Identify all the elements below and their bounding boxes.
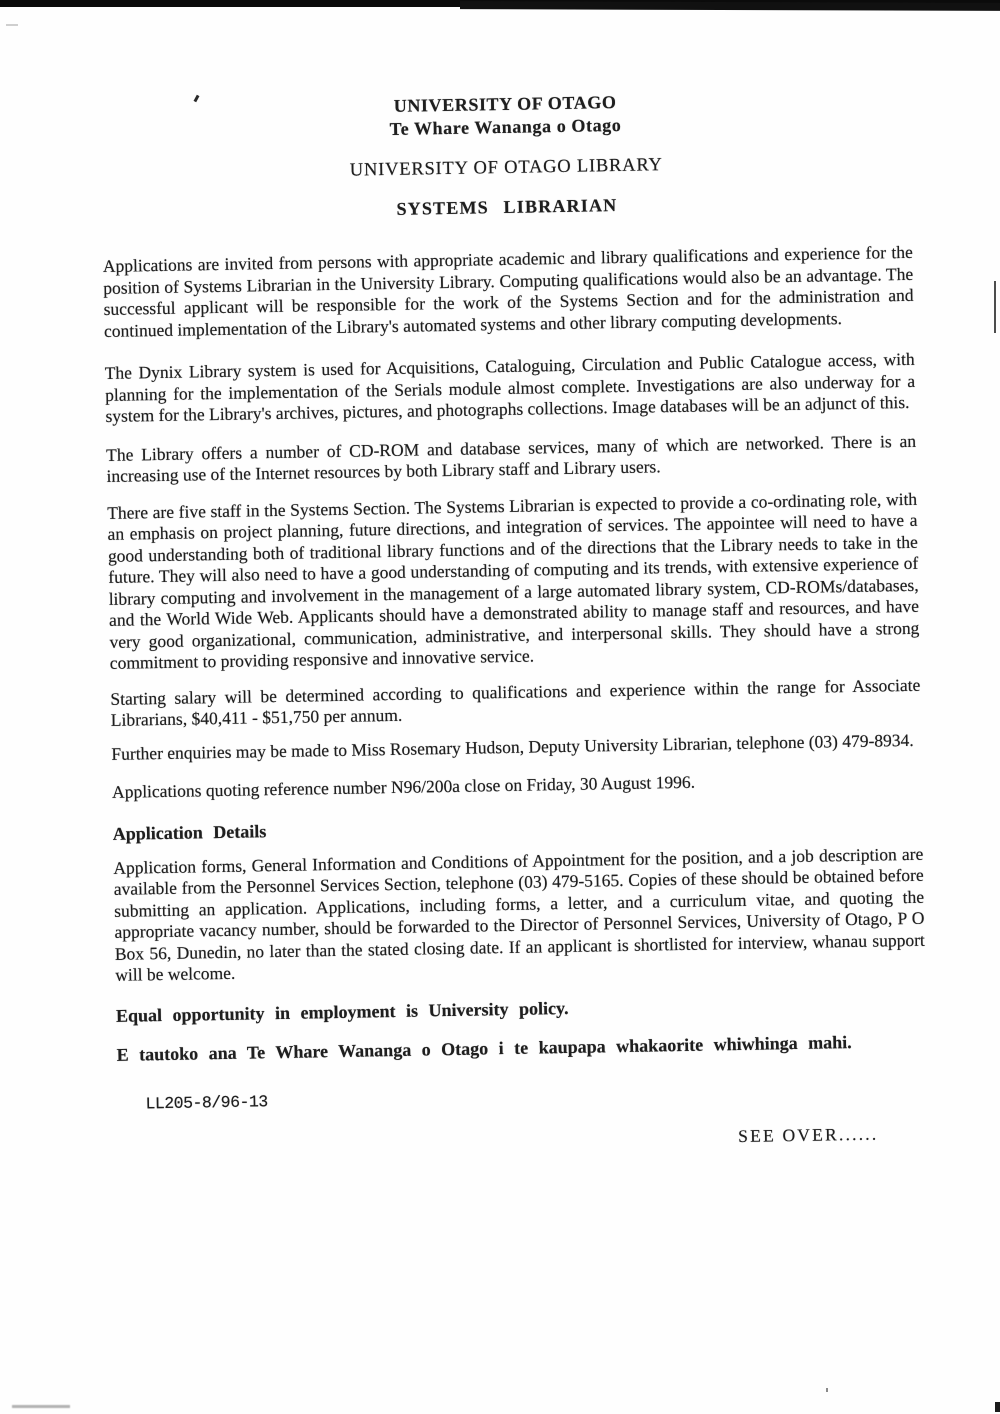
maori-statement: E tautoko ana Te Whare Wananga o Otago i te kaupapa whakaorite whiwhinga mahi. (116, 1031, 852, 1065)
scan-artifact-speck (826, 1388, 828, 1392)
dynix-system-paragraph: The Dynix Library system is used for Acquisitions, Cataloguing, Circulation and Public Catalogue access, with planning for the implementation of the Serials module almost complete. Investigations are also underway for a system for the Library's archives, pictures, and photographs collections. Image databases will be an adjunct of this. (104, 348, 916, 426)
position-title: SYSTEMS LIBRARIAN (396, 194, 618, 219)
salary-paragraph: Starting salary will be determined according to qualifications and experience within the range for Associate Librarians, $40,411 - $51,750 per annum. (110, 674, 921, 730)
staffing-paragraph: There are five staff in the Systems Section. The Systems Librarian is expected to provide a co-ordinating role, with an emphasis on project planning, future directions, and integration of services. The appointee will need to have a good understanding both of traditional library functions and of the directions that the Library needs to take in the future. They will also need to have a good understanding of computing and its trends, with extensive experience of library computing and involvement in the management of a large automated library system, CD-ROMs/databases, and the World Wide Web. Applicants should have a demonstrated ability to manage staff and resources, and have very good organizational, communication, administrative, and interpersonal skills. They should have a strong commitment to providing responsive and innovative service. (107, 488, 920, 673)
header-university-name: UNIVERSITY OF OTAGO (393, 91, 617, 116)
enquiries-paragraph: Further enquiries may be made to Miss Rosemary Hudson, Deputy University Librarian, telephone (03) 479-8934. (111, 729, 914, 764)
eeo-statement: Equal opportunity in employment is University policy. (115, 997, 569, 1026)
scan-artifact-bottom-right-mark (995, 1402, 1000, 1412)
application-details-heading: Application Details (112, 820, 267, 844)
closing-date-paragraph: Applications quoting reference number N96/200a close on Friday, 30 August 1996. (111, 771, 696, 802)
see-over-note: SEE OVER...... (737, 1123, 879, 1146)
scan-artifact-bottom-smudge (12, 1405, 70, 1408)
scan-artifact-top-band-edge (460, 1, 1000, 11)
intro-paragraph: Applications are invited from persons with appropriate academic and library qualifications and experience for the position of Systems Librarian in the University Library. Computing qualifications would also be an advantage. The successful applicant will be responsible for the work of the Systems Section and for the administration and continued implementation of the Library's automated systems and other library computing developments. (102, 241, 914, 341)
header-maori-name: Te Whare Wananga o Otago (389, 114, 622, 139)
reference-code: LL205-8/96-13 (145, 1091, 268, 1113)
cdrom-services-paragraph: The Library offers a number of CD-ROM and database services, many of which are networked. There is an increasing use of the Internet resources by both Library staff and Library users. (106, 430, 917, 486)
scan-artifact-speck (6, 24, 18, 26)
application-details-paragraph: Application forms, General Information and Conditions of Appointment for the position, and a job description are available from the Personnel Services Section, telephone (03) 479-5165. Copies of these should be obtained before submitting an application. Applications, including forms, a letter, and a curriculum vitae, and quoting the appropriate vacancy number, should be forwarded to the Director of Personnel Services, University of Otago, P O Box 56, Dunedin, no later than the stated closing date. If an applicant is shortlisted for interview, whanau support will be welcome. (113, 843, 925, 985)
scan-artifact-right-edge-line (994, 281, 996, 333)
document-content (100, 86, 928, 1157)
header-library-name: UNIVERSITY OF OTAGO LIBRARY (349, 155, 663, 181)
